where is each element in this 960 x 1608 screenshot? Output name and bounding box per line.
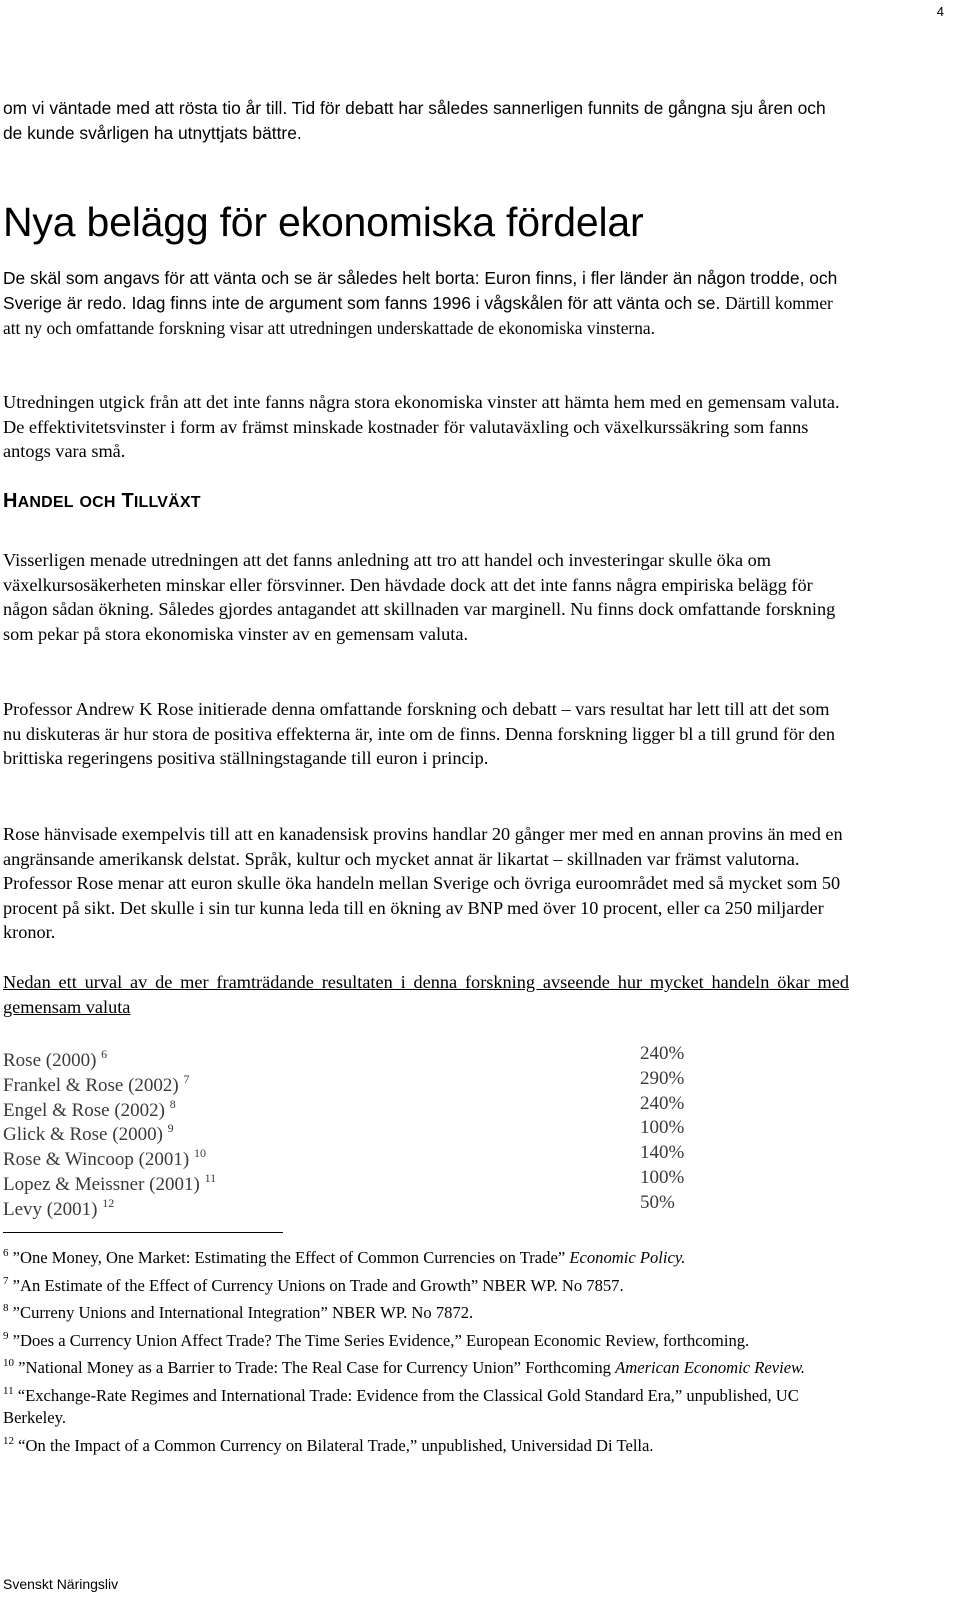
result-footnote-ref: 10 bbox=[193, 1146, 206, 1161]
result-value: 140% bbox=[640, 1142, 685, 1164]
section-heading: Nya belägg för ekonomiska fördelar bbox=[3, 199, 644, 245]
result-footnote-ref: 7 bbox=[183, 1071, 190, 1086]
page-number: 4 bbox=[936, 4, 944, 19]
footnote-number: 8 bbox=[3, 1302, 9, 1314]
footnote-number: 12 bbox=[3, 1434, 14, 1447]
result-row bbox=[3, 1166, 703, 1195]
result-value: 290% bbox=[640, 1067, 685, 1089]
result-row bbox=[3, 1116, 703, 1146]
footnote-text: ”An Estimate of the Effect of Currency Unions on Trade and Growth” NBER WP. No 7857. bbox=[8, 1275, 624, 1295]
reasons-text-serif: Därtill kommer att ny och omfattande forskning visar att utredningen underskattade de ekonomiska vinsterna. bbox=[3, 293, 833, 338]
reasons-text-sans: De skäl som angavs för att vänta och se är således helt borta: Euron finns, i fler länder än någon trodde, och Sverige är redo. Idag finns inte de argument som fanns 1996 i vågskålen för att vänta och se. bbox=[3, 268, 838, 313]
result-footnote-ref: 6 bbox=[101, 1047, 108, 1061]
result-study-name: Engel & Rose (2002) bbox=[3, 1099, 166, 1121]
subheading-andel: ANDEL bbox=[17, 494, 74, 511]
result-value: 50% bbox=[640, 1191, 675, 1213]
footnote-journal: Economic Policy. bbox=[569, 1248, 686, 1267]
footnote-number: 7 bbox=[3, 1274, 9, 1287]
result-row bbox=[3, 1067, 703, 1096]
footnote-text: ”Does a Currency Union Affect Trade? The Time Series Evidence,” European Economic Review, forthcoming. bbox=[8, 1330, 750, 1350]
result-footnote-ref: 8 bbox=[169, 1096, 176, 1111]
footnote bbox=[3, 1242, 833, 1270]
result-value: 100% bbox=[640, 1166, 685, 1188]
results-list bbox=[3, 1042, 703, 1220]
visserligen-paragraph: Visserligen menade utredningen att det fanns anledning att tro att handel och investeringar skulle öka om växelkursosäkerheten minskar eller försvinner. Den hävdade dock att det inte fanns några empiriska belägg för någon sådan ökning. Således gjordes antagandet att skillnaden var marginell. Nu finns dock omfattande forskning som pekar på stora ekonomiska vinster av en gemensam valuta. bbox=[3, 550, 836, 644]
result-row bbox=[3, 1191, 703, 1220]
footnote-number: 10 bbox=[3, 1357, 14, 1369]
utredningen-text-b: De effektivitetsvinster i form av främst minskade kostnader för valutaväxling och växelkurssäkring som fanns antogs vara små. bbox=[3, 416, 809, 461]
footnote bbox=[3, 1325, 833, 1353]
subheading-t: T bbox=[121, 490, 134, 512]
result-footnote-ref: 11 bbox=[204, 1170, 217, 1185]
footer-publisher: Svenskt Näringsliv bbox=[3, 1576, 119, 1592]
footnote bbox=[3, 1380, 833, 1430]
result-study-name: Levy (2001) bbox=[3, 1198, 98, 1220]
result-study-name: Rose & Wincoop (2001) bbox=[3, 1149, 190, 1171]
footnote-number: 9 bbox=[3, 1329, 9, 1342]
result-value: 240% bbox=[640, 1092, 685, 1114]
result-value: 240% bbox=[640, 1043, 685, 1064]
rose-professor-paragraph: Professor Andrew K Rose initierade denna omfattande forskning och debatt – vars resultat har lett till att det som nu diskuteras är hur stora de positiva effekterna är, inte om de finns. Denna forskning ligger bl a till grund för den brittiska regeringens positiva ställningstagande till euron i princip. bbox=[3, 699, 836, 768]
footnote-number: 6 bbox=[3, 1247, 9, 1259]
result-study-name: Rose (2000) bbox=[3, 1050, 97, 1071]
footnote-divider bbox=[3, 1232, 283, 1233]
footnote-text: “On the Impact of a Common Currency on Bilateral Trade,” unpublished, Universidad Di Tella. bbox=[14, 1435, 654, 1455]
result-row bbox=[3, 1092, 703, 1121]
footnote bbox=[3, 1270, 833, 1298]
footnotes bbox=[3, 1242, 833, 1457]
footnote-text: ”One Money, One Market: Estimating the Effect of Common Currencies on Trade” bbox=[8, 1248, 570, 1267]
footnote-journal: American Economic Review. bbox=[615, 1358, 806, 1377]
result-study-name: Glick & Rose (2000) bbox=[3, 1124, 163, 1146]
footnote-number: 11 bbox=[3, 1384, 14, 1397]
subheading-och: OCH bbox=[79, 494, 116, 511]
reasons-paragraph bbox=[3, 266, 849, 341]
rose-example-paragraph: Rose hänvisade exempelvis till att en kanadensisk provins handlar 20 gånger mer med en annan provins än med en angränsande amerikansk delstat. Språk, kultur och mycket annat är likartat – skillnaden var främst valutorna. Professor Rose menar att euron skulle öka handeln mellan Sverige och övriga euroområdet med så mycket som 50 procent på sikt. Det skulle i sin tur kunna leda till en ökning av BNP med över 10 procent, eller ca 250 miljarder kronor. bbox=[3, 824, 843, 942]
subheading-h: H bbox=[3, 490, 18, 512]
result-value: 100% bbox=[640, 1117, 685, 1139]
results-intro-paragraph: Nedan ett urval av de mer framträdande resultaten i denna forskning avseende hur mycket handeln ökar med gemensam valuta bbox=[3, 972, 849, 1017]
result-study bbox=[3, 1191, 114, 1223]
footnote bbox=[3, 1430, 833, 1458]
subheading-handel bbox=[3, 490, 201, 513]
result-study-name: Lopez & Meissner (2001) bbox=[3, 1173, 200, 1195]
utredningen-paragraph bbox=[3, 390, 849, 464]
result-study-name: Frankel & Rose (2002) bbox=[3, 1074, 179, 1096]
intro-paragraph: om vi väntade med att rösta tio år till. Tid för debatt har således sannerligen funnits de gångna sju åren och de kunde svårligen ha utnyttjats bättre. bbox=[3, 98, 826, 143]
footnote bbox=[3, 1352, 833, 1380]
result-row bbox=[3, 1042, 703, 1071]
utredningen-text-a: Utredningen utgick från att det inte fanns några stora ekonomiska vinster att hämta hem med en gemensam valuta. bbox=[3, 392, 840, 412]
footnote-text: ”Curreny Unions and International Integration” NBER WP. No 7872. bbox=[8, 1303, 474, 1322]
subheading-illvaxt: ILLVÄXT bbox=[133, 494, 201, 511]
result-footnote-ref: 12 bbox=[102, 1195, 115, 1210]
footnote-text: ”National Money as a Barrier to Trade: The Real Case for Currency Union” Forthcoming bbox=[14, 1358, 616, 1377]
result-footnote-ref: 9 bbox=[167, 1121, 174, 1136]
footnote bbox=[3, 1297, 833, 1325]
result-row bbox=[3, 1141, 703, 1171]
footnote-text: “Exchange-Rate Regimes and International Trade: Evidence from the Classical Gold Standard Era,” unpublished, UC Berkeley. bbox=[3, 1385, 799, 1427]
